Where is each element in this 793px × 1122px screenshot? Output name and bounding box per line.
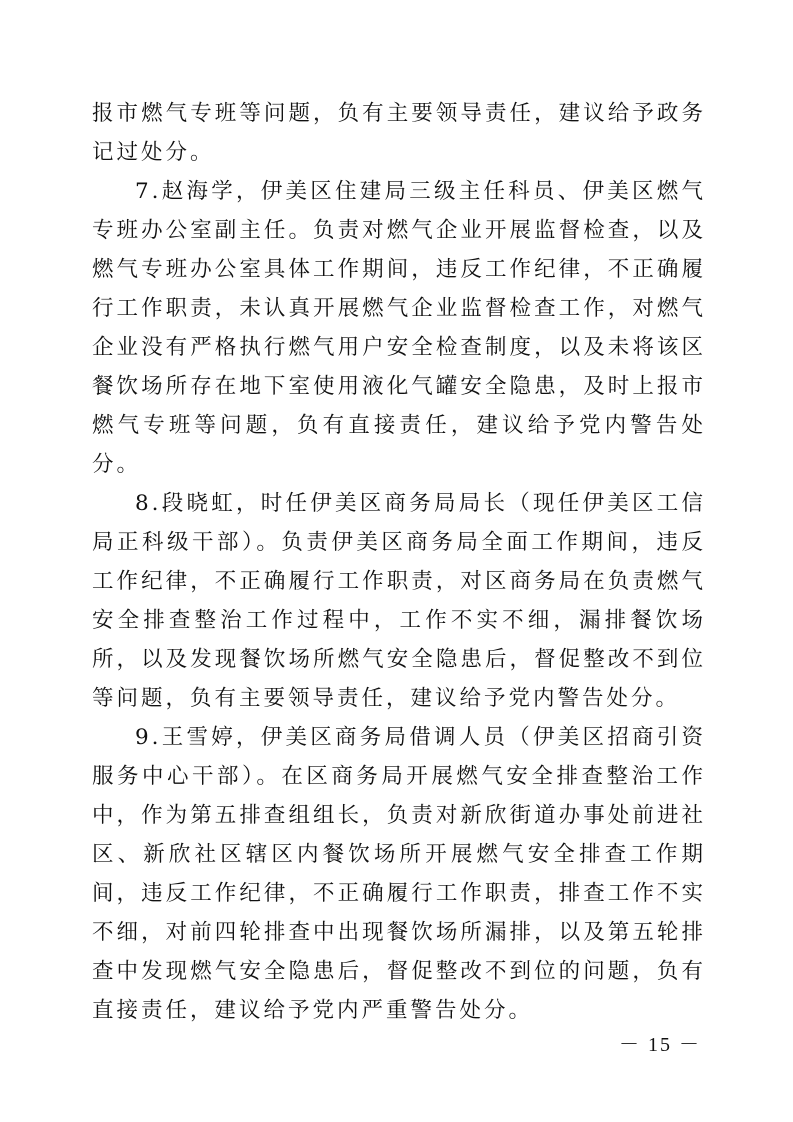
paragraph-item-7: 7.赵海学，伊美区住建局三级主任科员、伊美区燃气专班办公室副主任。负责对燃气企业开展监督检查，以及燃气专班办公室具体工作期间，违反工作纪律，不正确履行工作职责，未认真开展燃气企业监督检查工作，对燃气企业没有严格执行燃气用户安全检查制度，以及未将该区餐饮场所存在地下室使用液化气罐安全隐患，及时上报市燃气专班等问题，负有直接责任，建议给予党内警告处分。 (92, 179, 706, 477)
paragraph-continuation: 报市燃气专班等问题，负有主要领导责任，建议给予政务记过处分。 (92, 101, 706, 165)
page-number: － 15 － (619, 1034, 701, 1056)
paragraph-item-9: 9.王雪婷，伊美区商务局借调人员（伊美区招商引资服务中心干部）。在区商务局开展燃气安全排查整治工作中，作为第五排查组组长，负责对新欣街道办事处前进社区、新欣社区辖区内餐饮场所开展燃气安全排查工作期间，违反工作纪律，不正确履行工作职责，排查工作不实不细，对前四轮排查中出现餐饮场所漏排，以及第五轮排查中发现燃气安全隐患后，督促整改不到位的问题，负有直接责任，建议给予党内严重警告处分。 (92, 725, 706, 1023)
paragraph-item-8: 8.段晓虹，时任伊美区商务局局长（现任伊美区工信局正科级干部）。负责伊美区商务局全面工作期间，违反工作纪律，不正确履行工作职责，对区商务局在负责燃气安全排查整治工作过程中，工作不实不细，漏排餐饮场所，以及发现餐饮场所燃气安全隐患后，督促整改不到位等问题，负有主要领导责任，建议给予党内警告处分。 (92, 491, 706, 711)
document-body (92, 94, 706, 1030)
